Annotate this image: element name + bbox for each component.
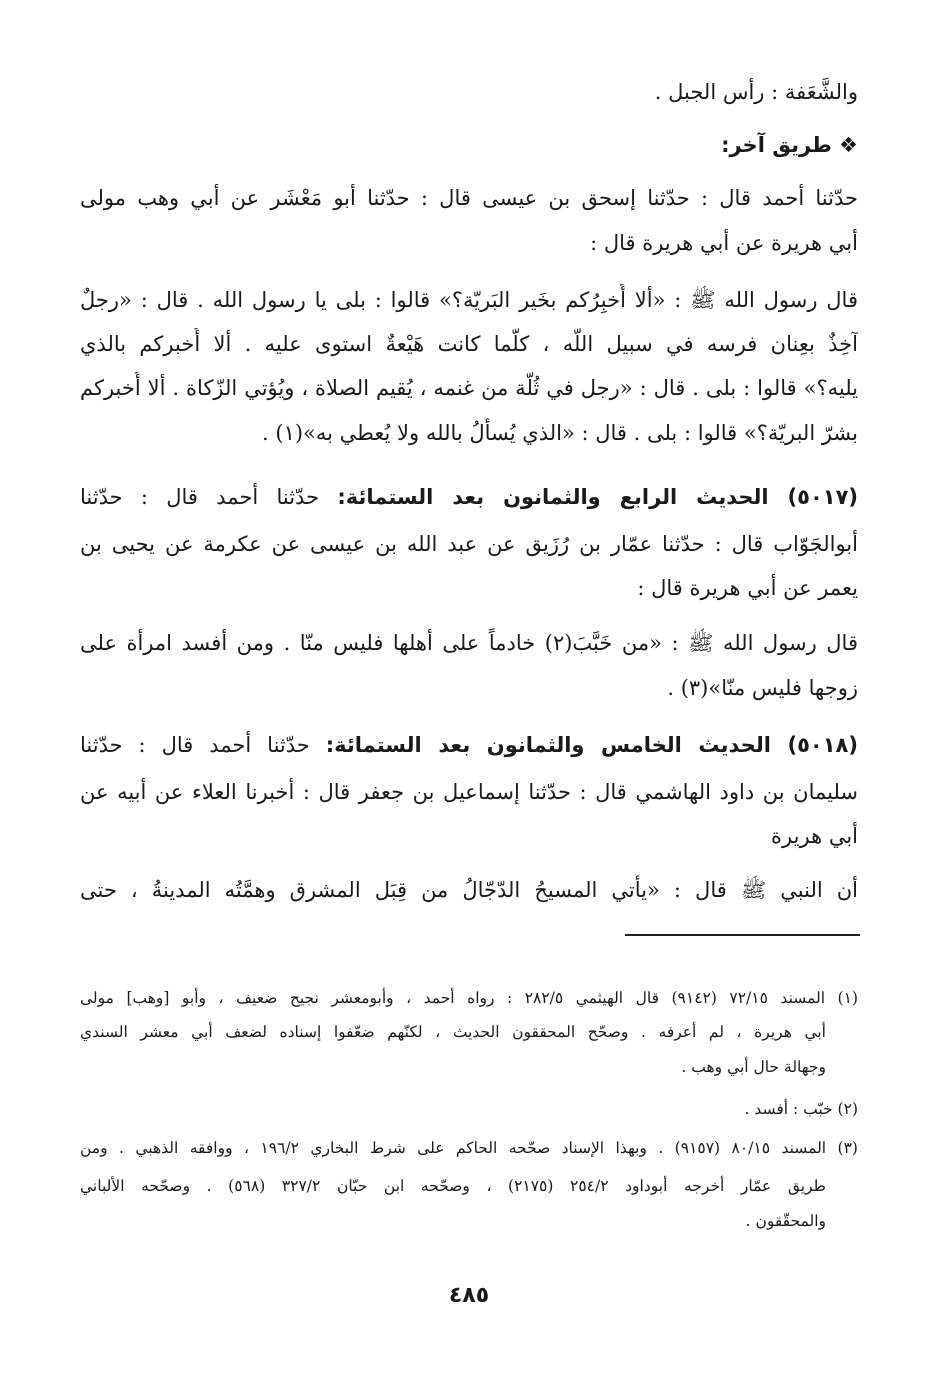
text-line: قال رسول الله ﷺ : «ألا أُخبِرُكم بخَير البَريّة؟» قالوا : بلى يا رسول الله . قال : «رجلٌ — [80, 288, 858, 312]
footnote-line: أبي هريرة ، لم أعرفه . وصحّح المحققون الحديث ، لكنّهم ضعّفوا إسناده لضعف أبي معشر السندي — [80, 1023, 826, 1041]
text-line: قال رسول الله ﷺ : «من خَبَّبَ(٢) خادماً على أهلها فليس منّا . ومن أفسد امرأة على — [80, 631, 858, 655]
text-line: بشرّ البريّة؟» قالوا : بلى . قال : «الذي يُسألُ بالله ولا يُعطي به»(١) . — [262, 421, 858, 445]
text-line: والشَّعَفة : رأس الجبل . — [654, 80, 858, 104]
hadith-5018-line — [80, 729, 858, 761]
footnote-separator — [625, 934, 860, 936]
hadith-5017-line — [80, 481, 858, 513]
hadith-5017-heading: (٥٠١٧) الحديث الرابع والثمانون بعد الستمائة: — [337, 485, 858, 509]
hadith-5018-text: حدّثنا أحمد قال : حدّثنا — [80, 733, 310, 757]
text-line: حدّثنا أحمد قال : حدّثنا إسحق بن عيسى قال : حدّثنا أبو مَعْشَر عن أبي وهب مولى — [80, 186, 858, 210]
text-line: يليه؟» قالوا : بلى . قال : «رجل في ثُلّة من غنمه ، يُقيم الصلاة ، ويُؤتي الزّكاة . ألا أُخبركم — [80, 376, 858, 400]
text-line: زوجها فليس منّا»(٣) . — [667, 676, 858, 700]
section-heading: ❖ طريق آخر: — [721, 133, 858, 157]
footnote-line: (١) المسند ٧٢/١٥ (٩١٤٢) قال الهيثمي ٢٨٢/٥ : رواه أحمد ، وأبومعشر نجيح ضعيف ، وأبو [وهب] مولى — [80, 989, 858, 1007]
text-line: آخِذٌ بعِنان فرسه في سبيل اللّه ، كلّما كانت هَيْعةٌ استوى عليه . ألا أُخبركم بالذي — [80, 332, 858, 356]
text-line: أبي هريرة عن أبي هريرة قال : — [590, 231, 858, 255]
text-line: أبوالجَوّاب قال : حدّثنا عمّار بن رُزَيق عن عبد الله بن عيسى عن عكرمة عن يحيى بن — [80, 532, 858, 556]
footnote-line: (٣) المسند ٨٠/١٥ (٩١٥٧) . وبهذا الإسناد صحّحه الحاكم على شرط البخاري ١٩٦/٢ ، ووافقه الذهبي . ومن — [80, 1139, 858, 1157]
page-number: ٤٨٥ — [448, 1283, 490, 1308]
footnote-line: طريق عمّار أخرجه أبوداود ٢٥٤/٢ (٢١٧٥) ، وصحّحه ابن حبّان ٣٢٧/٢ (٥٦٨) . وصحّحه الألباني — [80, 1177, 826, 1195]
text-line: يعمر عن أبي هريرة قال : — [637, 576, 858, 600]
hadith-5018-heading: (٥٠١٨) الحديث الخامس والثمانون بعد الستمائة: — [325, 733, 858, 757]
hadith-5017-text: حدّثنا أحمد قال : حدّثنا — [80, 485, 320, 509]
text-line: أن النبي ﷺ قال : «يأتي المسيحُ الدّجّالُ من قِبَل المشرق وهمَّتُه المدينةُ ، حتى — [80, 878, 858, 902]
text-line: سليمان بن داود الهاشمي قال : حدّثنا إسماعيل بن جعفر قال : أخبرنا العلاء عن أبيه عن — [80, 780, 858, 804]
footnote-line: (٢) خبّب : أفسد . — [744, 1100, 858, 1118]
footnote-line: والمحقّقون . — [745, 1212, 826, 1230]
footnote-line: وجهالة حال أبي وهب . — [681, 1058, 826, 1076]
text-line: أبي هريرة — [771, 824, 858, 848]
